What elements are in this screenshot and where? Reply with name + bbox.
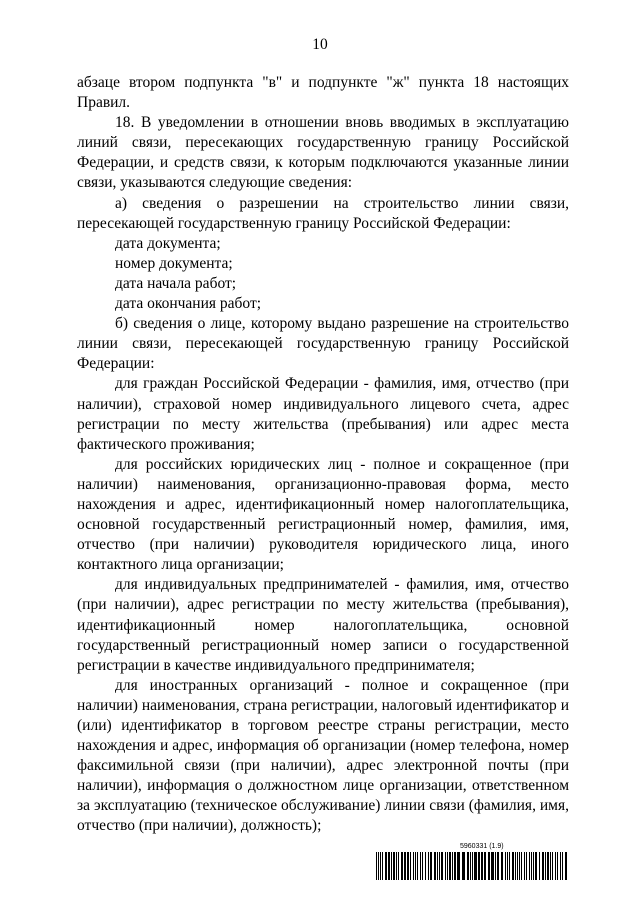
paragraph: а) сведения о разрешении на строительство линии связи, пересекающей государственную границу Российской Федерации:	[77, 194, 569, 232]
page-number: 10	[312, 36, 328, 53]
paragraph: для иностранных организаций - полное и сокращенное (при наличии) наименования, страна регистрации, налоговый идентификатор и (или) идентификатор в торговом реестре страны регистрации, место нахождения и адрес, информация об организации (номер телефона, номер факсимильной связи (при наличии), адрес электронной почты (при наличии), информация о должностном лице организации, ответственном за эксплуатацию (техническое обслуживание) линии связи (фамилия, имя, отчество (при наличии), должность);	[77, 676, 569, 835]
list-item: дата начала работ;	[115, 274, 237, 292]
barcode-label: 5960331 (1.9)	[460, 843, 504, 850]
list-item: номер документа;	[115, 254, 233, 272]
paragraph: для российских юридических лиц - полное и сокращенное (при наличии) наименования, организационно-правовая форма, место нахождения и адрес, идентификационный номер налогоплательщика, основной государственный регистрационный номер, фамилия, имя, отчество (при наличии) руководителя юридического лица, иного контактного лица организации;	[77, 455, 569, 574]
list-item: дата окончания работ;	[115, 295, 262, 313]
paragraph: для граждан Российской Федерации - фамилия, имя, отчество (при наличии), страховой номер индивидуального лицевого счета, адрес регистрации по месту жительства (пребывания) или адрес места фактического проживания;	[77, 375, 569, 453]
paragraph: б) сведения о лице, которому выдано разрешение на строительство линии связи, пересекающей государственную границу Российской Федерации:	[77, 315, 569, 373]
paragraph: для индивидуальных предпринимателей - фамилия, имя, отчество (при наличии), адрес регистрации по месту жительства (пребывания), идентификационный номер налогоплательщика, основной государственный регистрационный номер записи о государственной регистрации в качестве индивидуального предпринимателя;	[77, 576, 569, 674]
list-item: дата документа;	[115, 234, 221, 252]
paragraph: абзаце втором подпункта "в" и подпункте "ж" пункта 18 настоящих Правил.	[77, 74, 569, 112]
paragraph: 18. В уведомлении в отношении вновь вводимых в эксплуатацию линий связи, пересекающих государственную границу Российской Федерации, и средств связи, к которым подключаются указанные линии связи, указываются следующие сведения:	[77, 114, 569, 192]
document-body	[77, 73, 569, 837]
barcode-image	[376, 852, 568, 880]
